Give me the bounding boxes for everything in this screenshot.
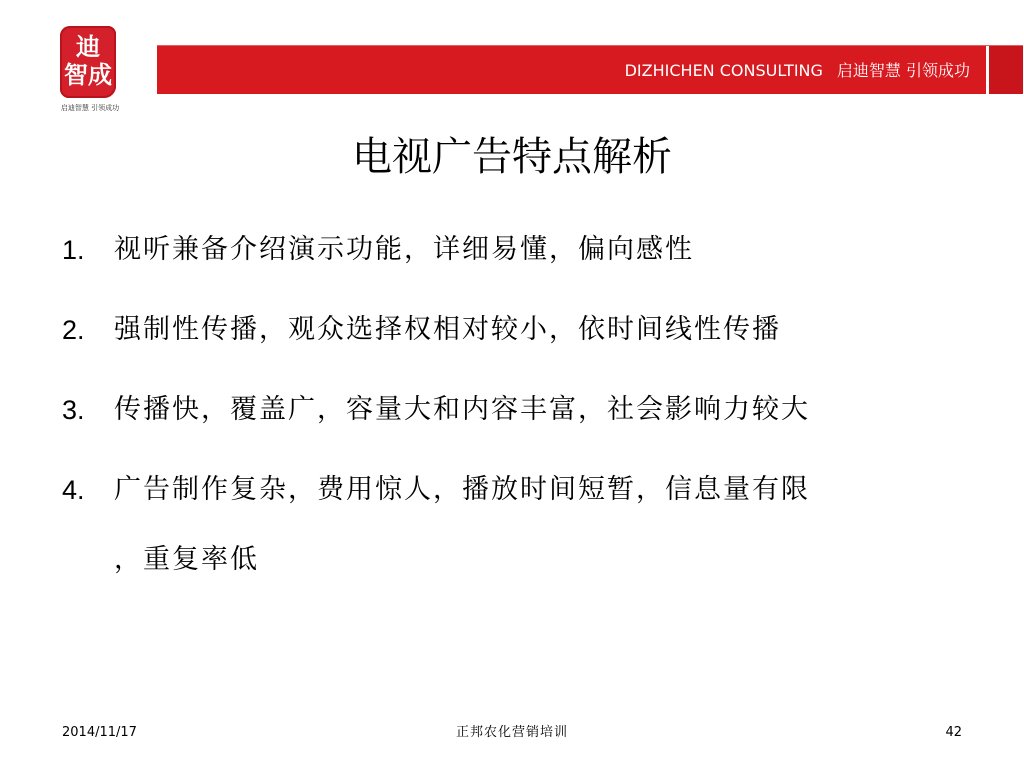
list-item-number: 4. [62, 475, 85, 505]
footer-center-text: 正邦农化营销培训 [455, 725, 568, 740]
header-end-tab [986, 46, 1023, 94]
page-title: 电视广告特点解析 [352, 134, 672, 180]
list-item [62, 468, 962, 582]
list-item-number: 3. [62, 395, 85, 425]
footer-date: 2014/11/17 [62, 725, 137, 740]
list-item-text-continuation: ，重复率低 [114, 544, 259, 575]
list-item [62, 228, 962, 272]
logo-seal-text-bottom: 智成 [64, 60, 112, 89]
list-item-text: 传播快，覆盖广，容量大和内容丰富，社会影响力较大 [114, 394, 810, 425]
logo-caption: 启迪智慧 引领成功 [60, 104, 120, 112]
header-slogan: 启迪智慧 引领成功 [836, 61, 970, 80]
list-item-number: 1. [62, 235, 85, 265]
list-item-text-wrapper [114, 468, 950, 582]
header-bar [157, 45, 1023, 94]
list-item-text: 广告制作复杂，费用惊人，播放时间短暂，信息量有限 [114, 474, 810, 505]
list-item-text: 视听兼备介绍演示功能，详细易懂，偏向感性 [114, 234, 694, 265]
feature-list [62, 228, 962, 618]
list-item-text: 强制性传播，观众选择权相对较小，依时间线性传播 [114, 314, 781, 345]
list-item [62, 388, 962, 432]
logo-seal [60, 26, 116, 98]
header-company-name: DIZHICHEN CONSULTING [624, 61, 823, 80]
logo-seal-text-top: 迪 [76, 32, 100, 61]
footer-page-number: 42 [945, 725, 962, 740]
company-logo [54, 26, 126, 118]
list-item-number: 2. [62, 315, 85, 345]
list-item [62, 308, 962, 352]
header-text [625, 61, 970, 81]
